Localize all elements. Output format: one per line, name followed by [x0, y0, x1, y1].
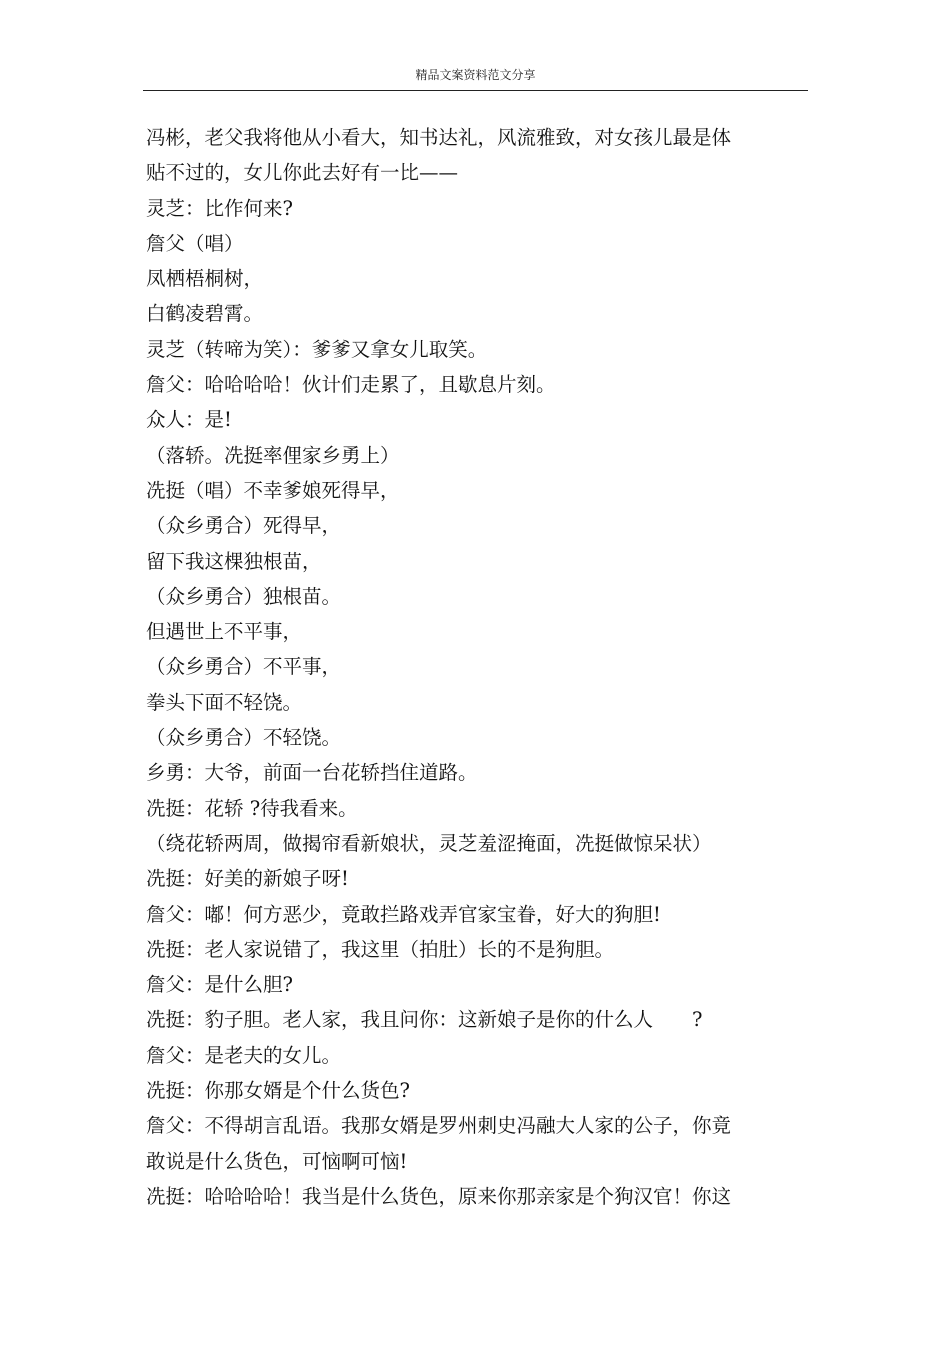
- text-line: 詹父：嘟！何方恶少，竟敢拦路戏弄官家宝眷，好大的狗胆!: [146, 902, 661, 926]
- text-line: 敢说是什么货色，可恼啊可恼!: [146, 1149, 408, 1173]
- text-line: （众乡勇合）不轻饶。: [146, 726, 342, 750]
- text-line: （绕花轿两周，做揭帘看新娘状，灵芝羞涩掩面，冼挺做惊呆状）: [146, 831, 712, 855]
- text-line: 灵芝（转啼为笑）：爹爹又拿女儿取笑。: [146, 337, 488, 361]
- text-line: 詹父：是老夫的女儿。: [146, 1043, 342, 1067]
- text-line: 灵芝：比作何来?: [146, 196, 293, 220]
- text-line: 乡勇：大爷，前面一台花轿挡住道路。: [146, 761, 478, 785]
- text-line: 詹父：是什么胆?: [146, 973, 293, 997]
- text-line: 拳头下面不轻饶。: [146, 690, 303, 714]
- text-line: 詹父：不得胡言乱语。我那女婿是罗州刺史冯融大人家的公子，你竟: [146, 1114, 732, 1138]
- text-line: 冼挺：哈哈哈哈！我当是什么货色，原来你那亲家是个狗汉官！你这: [146, 1184, 732, 1208]
- text-line: （众乡勇合）不平事，: [146, 655, 342, 679]
- text-line: 冼挺（唱）不幸爹娘死得早，: [146, 478, 400, 502]
- text-line: 但遇世上不平事，: [146, 620, 303, 644]
- script-body: [146, 120, 786, 1214]
- text-line: 冼挺：你那女婿是个什么货色?: [146, 1079, 410, 1103]
- text-line: 詹父：哈哈哈哈！伙计们走累了，且歇息片刻。: [146, 373, 556, 397]
- text-line: 冼挺：老人家说错了，我这里（拍肚）长的不是狗胆。: [146, 937, 615, 961]
- text-line: （众乡勇合）独根苗。: [146, 584, 342, 608]
- text-line: 留下我这棵独根苗，: [146, 549, 322, 573]
- text-line: 白鹤凌碧霄。: [146, 302, 264, 326]
- text-line: （众乡勇合）死得早，: [146, 514, 342, 538]
- text-line: 众人：是!: [146, 408, 232, 432]
- text-line: 冯彬，老父我将他从小看大，知书达礼，风流雅致，对女孩儿最是体: [146, 126, 732, 149]
- text-line: 凤栖梧桐树，: [146, 267, 264, 291]
- text-line: （落轿。冼挺率俚家乡勇上）: [146, 443, 400, 467]
- text-line: 詹父（唱）: [146, 231, 244, 255]
- text-line: 冼挺：好美的新娘子呀!: [146, 867, 349, 891]
- text-line: 冼挺：花轿 ?待我看来。: [146, 796, 358, 820]
- page-header: 精品文案资料范文分享: [415, 68, 536, 82]
- text-line: 冼挺：豹子胆。老人家，我且问你：这新娘子是你的什么人 ?: [146, 1008, 703, 1032]
- text-line: 贴不过的，女儿你此去好有一比——: [146, 161, 459, 185]
- header-divider: [143, 90, 808, 91]
